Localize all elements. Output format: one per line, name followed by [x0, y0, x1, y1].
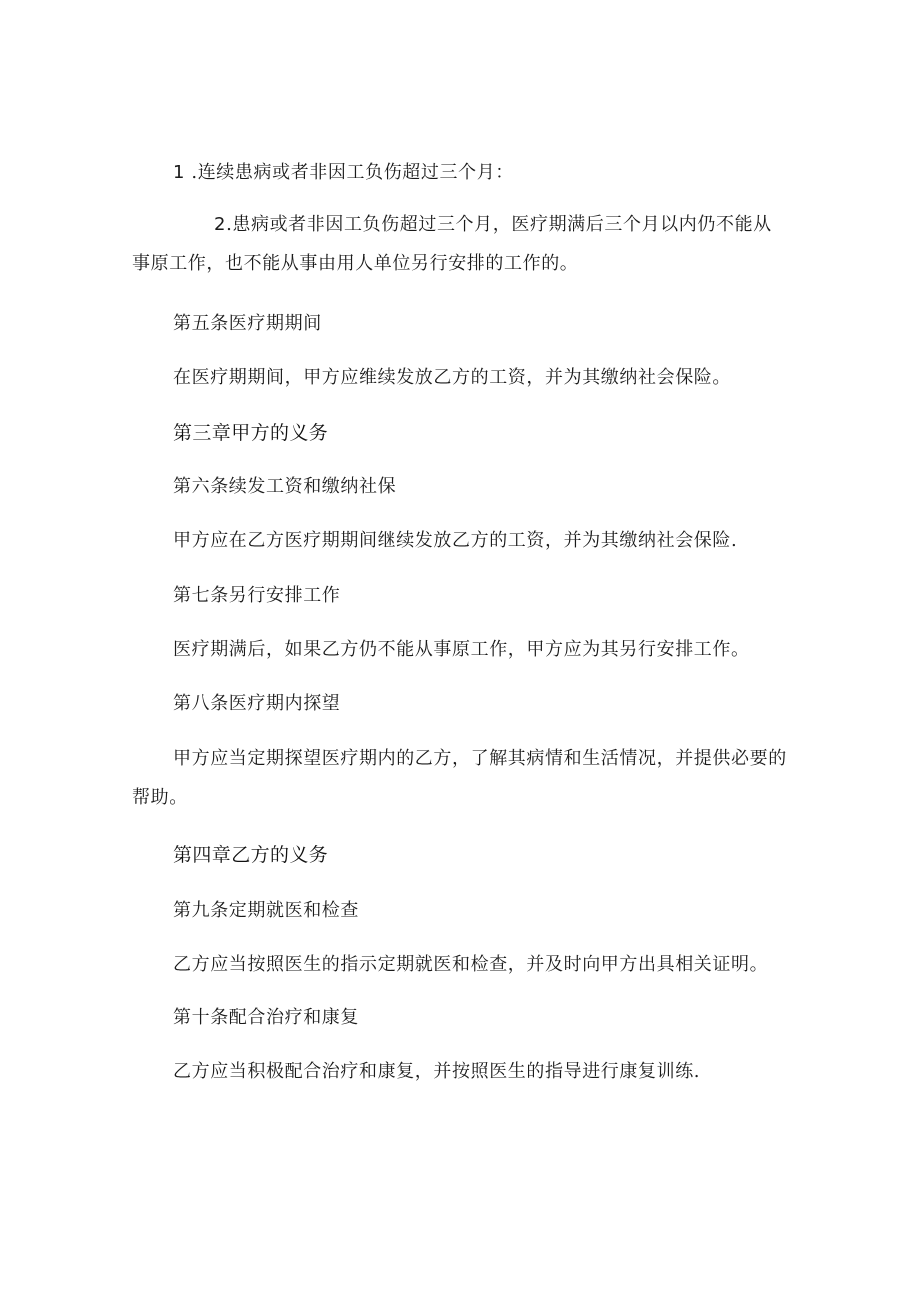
article-7-body: 医疗期满后，如果乙方仍不能从事原工作，甲方应为其另行安排工作。: [173, 639, 750, 660]
clause-item-1-number: 1: [173, 162, 186, 183]
article-6-body: 甲方应在乙方医疗期期间继续发放乙方的工资，并为其缴纳社会保险.: [173, 530, 738, 551]
article-5-title: 第五条医疗期期间: [173, 313, 322, 334]
article-5-body: 在医疗期期间，甲方应维续发放乙方的工资，并为其缴纳社会保险。: [173, 367, 731, 388]
clause-item-1-text: .连续患病或者非因工负伤超过三个月：: [191, 162, 514, 183]
article-10-body: 乙方应当积极配合治疗和康复，并按照医生的指导进行康复训练.: [173, 1061, 701, 1082]
clause-item-1: [132, 163, 833, 183]
article-9-title: 第九条定期就医和检查: [173, 900, 359, 921]
article-8-body: 甲方应当定期探望医疗期内的乙方，了解其病情和生活情况，并提供必要的帮助。: [132, 748, 787, 808]
clause-item-2-text: .患病或者非因工负伤超过三个月，医疗期满后三个月以内仍不能从事原工作，也不能从事由用人单位另行安排的工作的。: [132, 214, 772, 274]
article-7-title: 第七条另行安排工作: [173, 585, 341, 606]
article-9-body: 乙方应当按照医生的指示定期就医和检查，并及时向甲方出具相关证明。: [173, 954, 769, 975]
clause-item-2-number: 2: [214, 214, 227, 235]
chapter-4-heading: 第四章乙方的义务: [173, 844, 329, 866]
clause-item-2: [132, 205, 788, 283]
chapter-3-heading: 第三章甲方的义务: [173, 422, 329, 444]
article-8-title: 第八条医疗期内探望: [173, 693, 341, 714]
article-6-title: 第六条续发工资和缴纳社保: [173, 476, 397, 497]
article-10-title: 第十条配合治疗和康复: [173, 1007, 359, 1028]
